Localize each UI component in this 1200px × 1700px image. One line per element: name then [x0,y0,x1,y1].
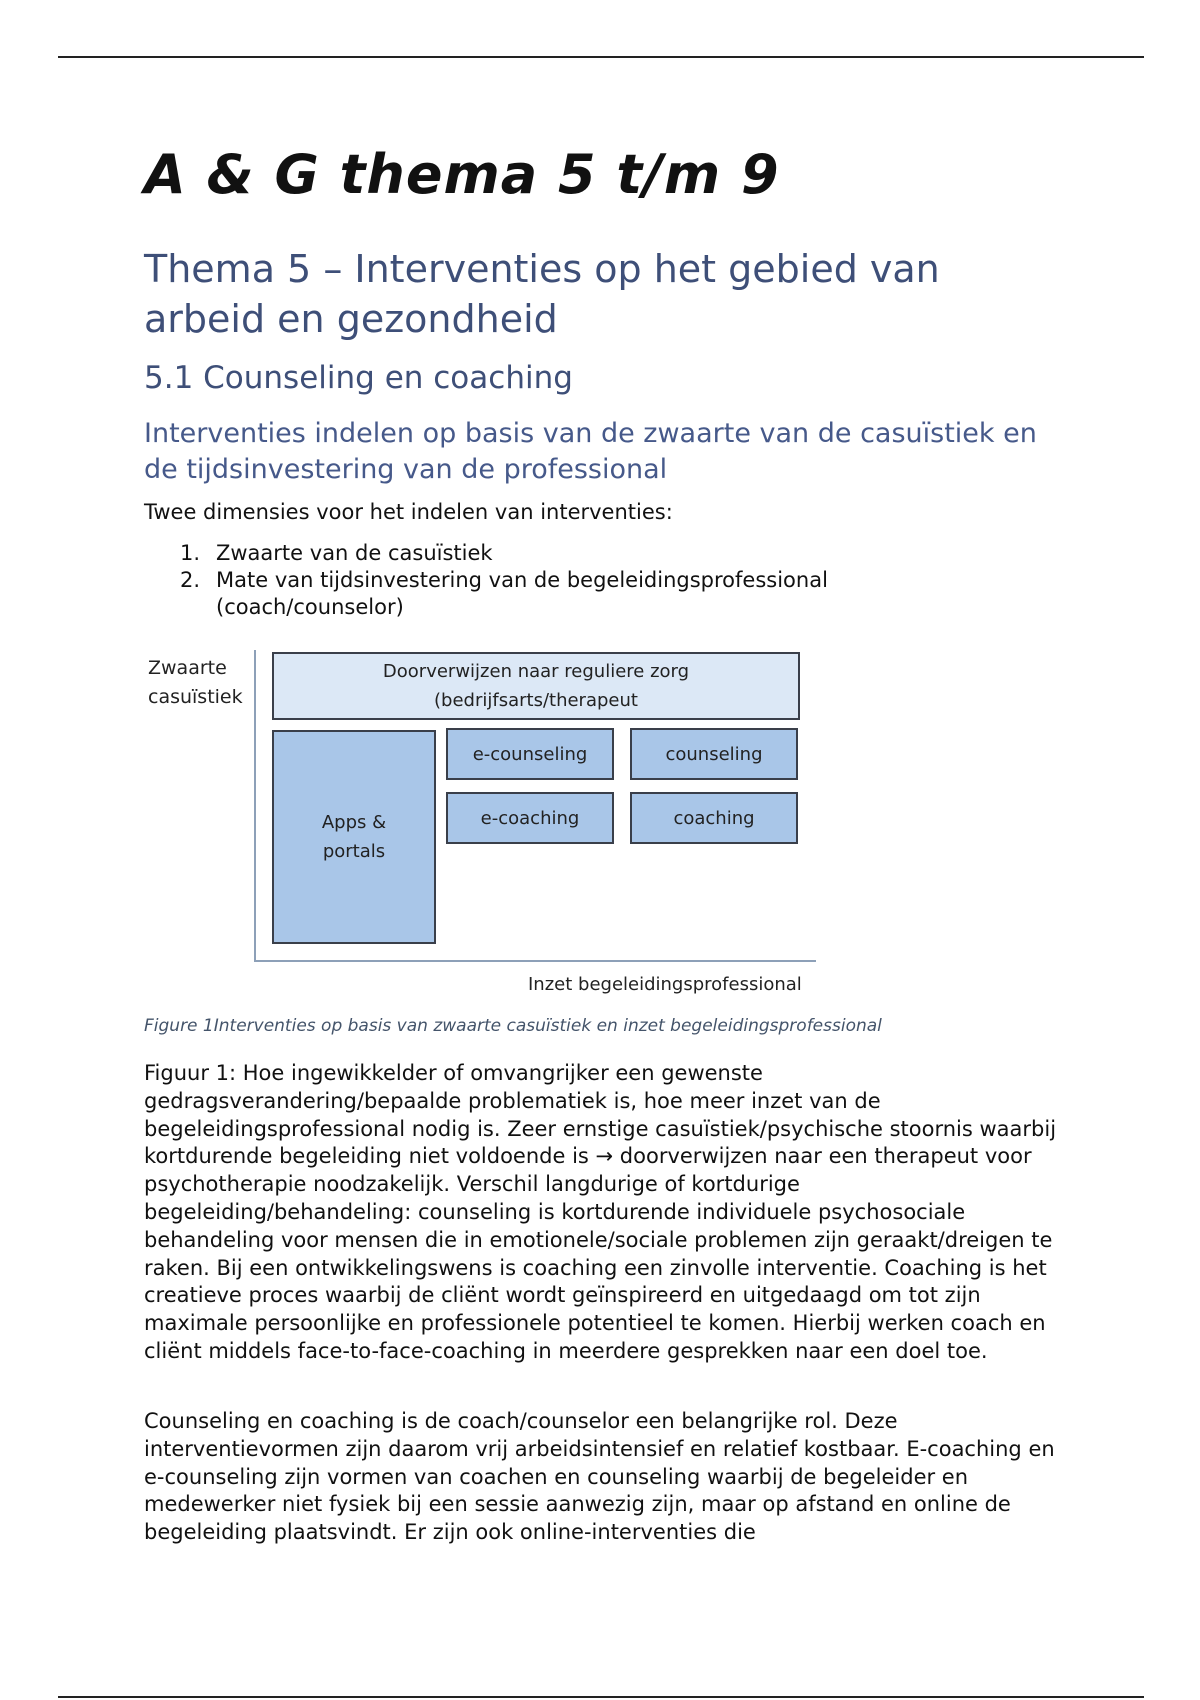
heading-section-5-1: 5.1 Counseling en coaching [144,360,573,396]
bottom-rule [58,1696,1144,1698]
figure-caption: Figure 1Interventies op basis van zwaarte casuïstiek en inzet begeleidingsprofessional [144,1016,882,1036]
list-number: 1. [180,541,201,565]
intro-text: Twee dimensies voor het indelen van interventies: [144,500,673,524]
document-page [144,140,1064,1545]
e-coaching-box: e-coaching [446,792,614,844]
y-axis-label [148,654,243,712]
list-number: 2. [180,568,201,592]
interventions-figure [144,650,844,1010]
apps-portals-box [272,730,436,944]
list-item-text: Mate van tijdsinvestering van de begeleidingsprofessional (coach/counselor) [216,568,828,619]
paragraph-2: Counseling en coaching is de coach/counselor een belangrijke rol. Deze interventievormen zijn daarom vrij arbeidsintensief en relatief kostbaar. E-coaching en e-counseling zijn vormen van coachen en counseling waarbij de begeleider en medewerker niet fysiek bij een sessie aanwezig zijn, maar op afstand en online de begeleiding plaatsvindt. Er zijn ook online-interventies die [144,1409,1055,1545]
x-axis-label: Inzet begeleidingsprofessional [528,974,802,995]
list-item [144,567,936,621]
paragraph-1: Figuur 1: Hoe ingewikkelder of omvangrijker een gewenste gedragsverandering/bepaalde problematiek is, hoe meer inzet van de begeleidingsprofessional nodig is. Zeer ernstige casuïstiek/psychische stoornis waarbij kortdurende begeleiding niet voldoende is → doorverwijzen naar een therapeut voor psychotherapie noodzakelijk. Verschil langdurige of kortdurige begeleiding/behandeling: counseling is kortdurende individuele psychosociale behandeling voor mensen die in emotionele/sociale problemen zijn geraakt/dreigen te raken. Bij een ontwikkelingswens is coaching een zinvolle interventie. Coaching is het creatieve proces waarbij de cliënt wordt geïnspireerd en uitgedaagd om tot zijn maximale persoonlijke en professionele potentieel te komen. Hierbij werken coach en cliënt middels face-to-face-coaching in meerdere gesprekken naar een doel toe. [144,1061,1057,1363]
y-axis-label-line1: Zwaarte [148,657,227,679]
dimensions-list [144,540,936,621]
referral-line2: (bedrijfsarts/therapeut [434,690,638,711]
counseling-box: counseling [630,728,798,780]
x-axis-line [254,960,816,962]
top-rule [58,56,1144,58]
referral-line1: Doorverwijzen naar reguliere zorg [382,661,690,682]
apps-line1: Apps & [321,812,387,833]
heading-thema-5: Thema 5 – Interventies op het gebied van arbeid en gezondheid [144,247,940,341]
list-item [144,540,936,567]
apps-line2: portals [322,841,386,862]
y-axis-label-line2: casuïstiek [148,686,243,708]
e-counseling-box: e-counseling [446,728,614,780]
referral-box [272,652,800,720]
list-item-text: Zwaarte van de casuïstiek [216,541,493,565]
y-axis-line [254,650,256,960]
heading-subsection: Interventies indelen op basis van de zwaarte van de casuïstiek en de tijdsinvestering van de professional [144,418,1037,485]
document-title: A & G thema 5 t/m 9 [144,143,780,206]
coaching-box: coaching [630,792,798,844]
